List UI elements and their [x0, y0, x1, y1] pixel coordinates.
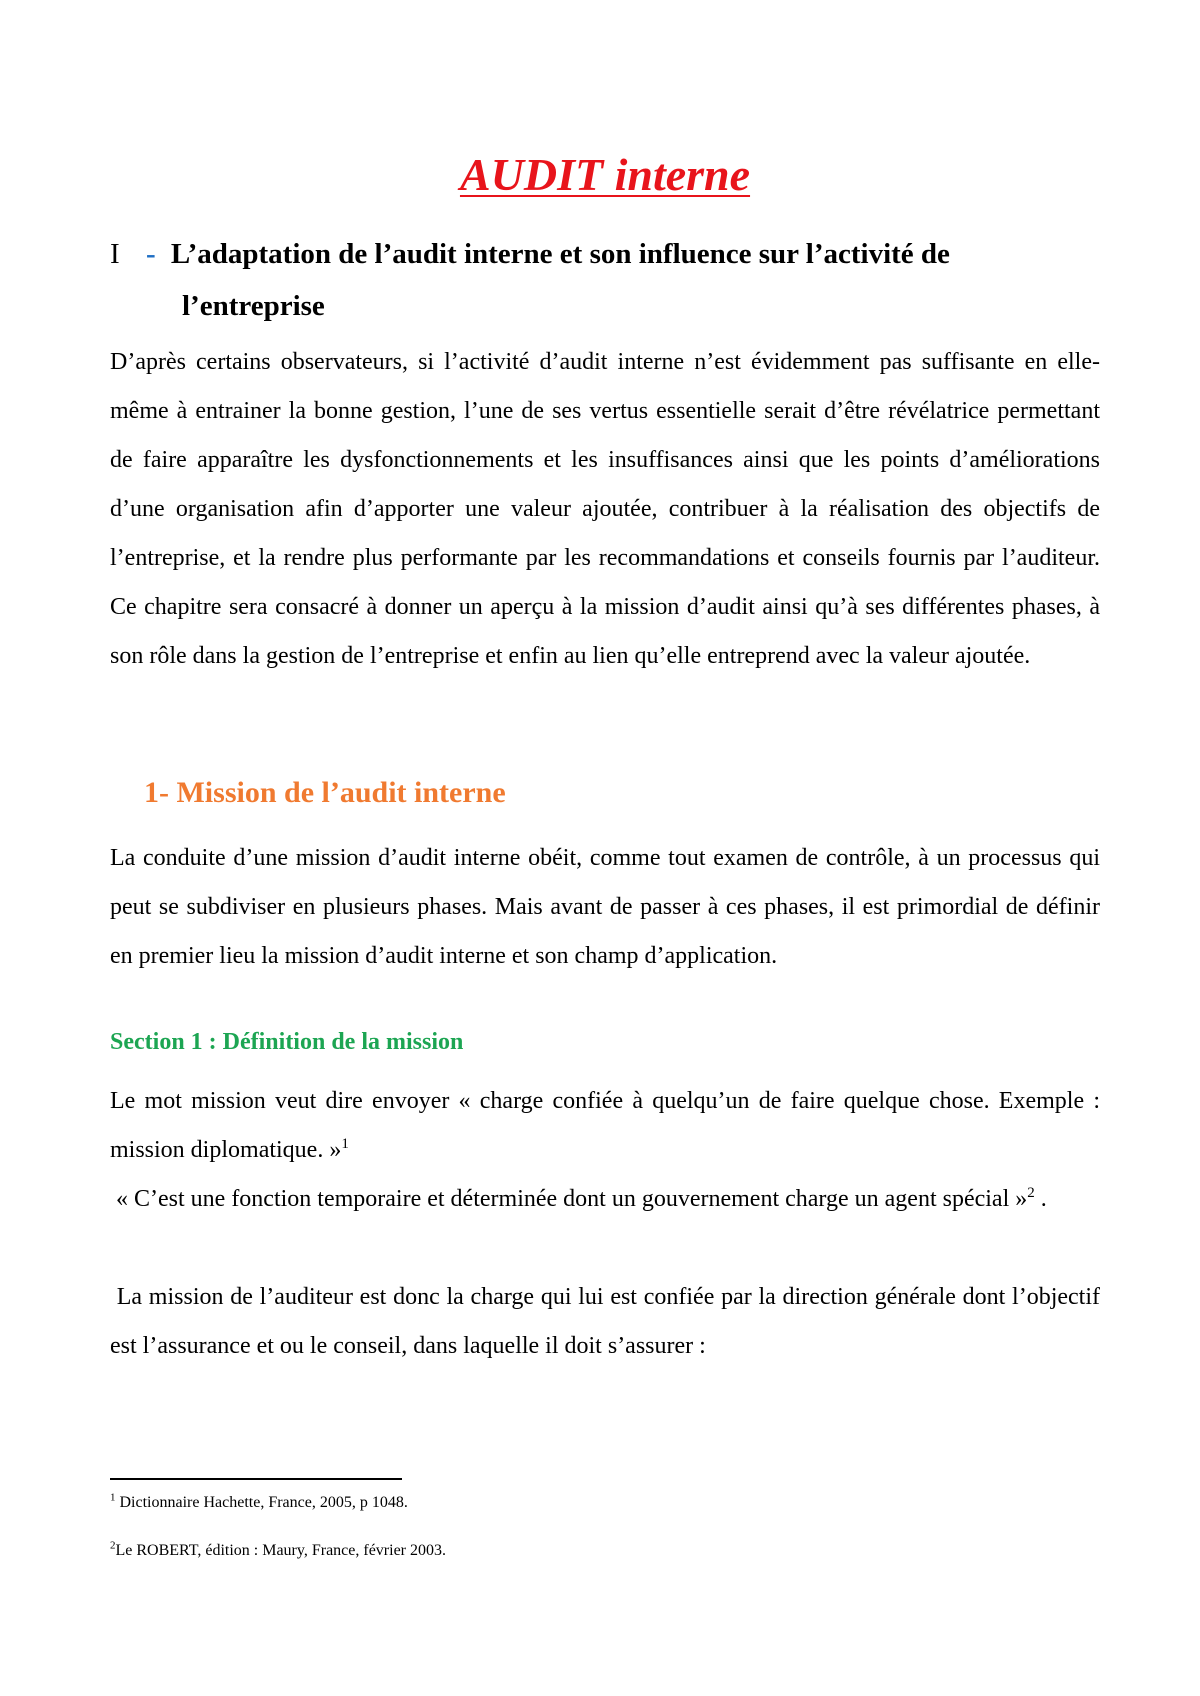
footnote-2-text: Le ROBERT, édition : Maury, France, février 2003.	[115, 1542, 447, 1559]
footnote-1	[110, 1491, 408, 1512]
footnote-1-text: Dictionnaire Hachette, France, 2005, p 1048.	[115, 1494, 408, 1511]
subsection-paragraph: La conduite d’une mission d’audit interne obéit, comme tout examen de contrôle, à un processus qui peut se subdiviser en plusieurs phases. Mais avant de passer à ces phases, il est primordial de définir en premier lieu la mission d’audit interne et son champ d’application.	[110, 845, 1100, 969]
quote-text: « C’est une fonction temporaire et déterminée dont un gouvernement charge un agent spécial »	[116, 1186, 1028, 1212]
section-title-line2: l’entreprise	[182, 290, 325, 322]
footnote-ref-2[interactable]: 2	[1027, 1185, 1035, 1201]
section-roman-numeral: I	[110, 238, 120, 270]
footnote-separator	[110, 1478, 402, 1480]
footnote-ref-1[interactable]: 1	[341, 1136, 349, 1152]
section1-title: Section 1 : Définition de la mission	[110, 1029, 464, 1055]
closing-text: La mission de l’auditeur est donc la charge qui lui est confiée par la direction générale dont l’objectif est l’assurance et ou le conseil, dans laquelle il doit s’assurer :	[110, 1284, 1100, 1359]
quote-paragraph	[110, 1175, 1100, 1224]
footnote-1-number: 1	[110, 1491, 116, 1504]
section-dash: -	[146, 238, 156, 270]
subsection-title: 1- Mission de l’audit interne	[144, 776, 506, 809]
section-title-line1: L’adaptation de l’audit interne et son influence sur l’activité de	[170, 238, 950, 270]
definition-text: Le mot mission veut dire envoyer « charge confiée à quelqu’un de faire quelque chose. Exemple : mission diplomatique. »	[110, 1088, 1100, 1163]
document-title: AUDIT interne	[459, 149, 751, 200]
closing-paragraph	[110, 1273, 1100, 1371]
footnote-2-number: 2	[110, 1539, 116, 1552]
definition-paragraph	[110, 1077, 1100, 1175]
intro-paragraph: D’après certains observateurs, si l’activité d’audit interne n’est évidemment pas suffisante en elle-même à entrainer la bonne gestion, l’une de ses vertus essentielle serait d’être révélatrice permettant de faire apparaître les dysfonctionnements et les insuffisances ainsi que les points d’améliorations d’une organisation afin d’apporter une valeur ajoutée, contribuer à la réalisation des objectifs de l’entreprise, et la rendre plus performante par les recommandations et conseils fournis par l’auditeur. Ce chapitre sera consacré à donner un aperçu à la mission d’audit ainsi qu’à ses différentes phases, à son rôle dans la gestion de l’entreprise et enfin au lien qu’elle entreprend avec la valeur ajoutée.	[110, 349, 1100, 669]
footnote-2	[110, 1539, 447, 1560]
quote-end: .	[1034, 1186, 1047, 1212]
section-heading	[110, 228, 1100, 332]
